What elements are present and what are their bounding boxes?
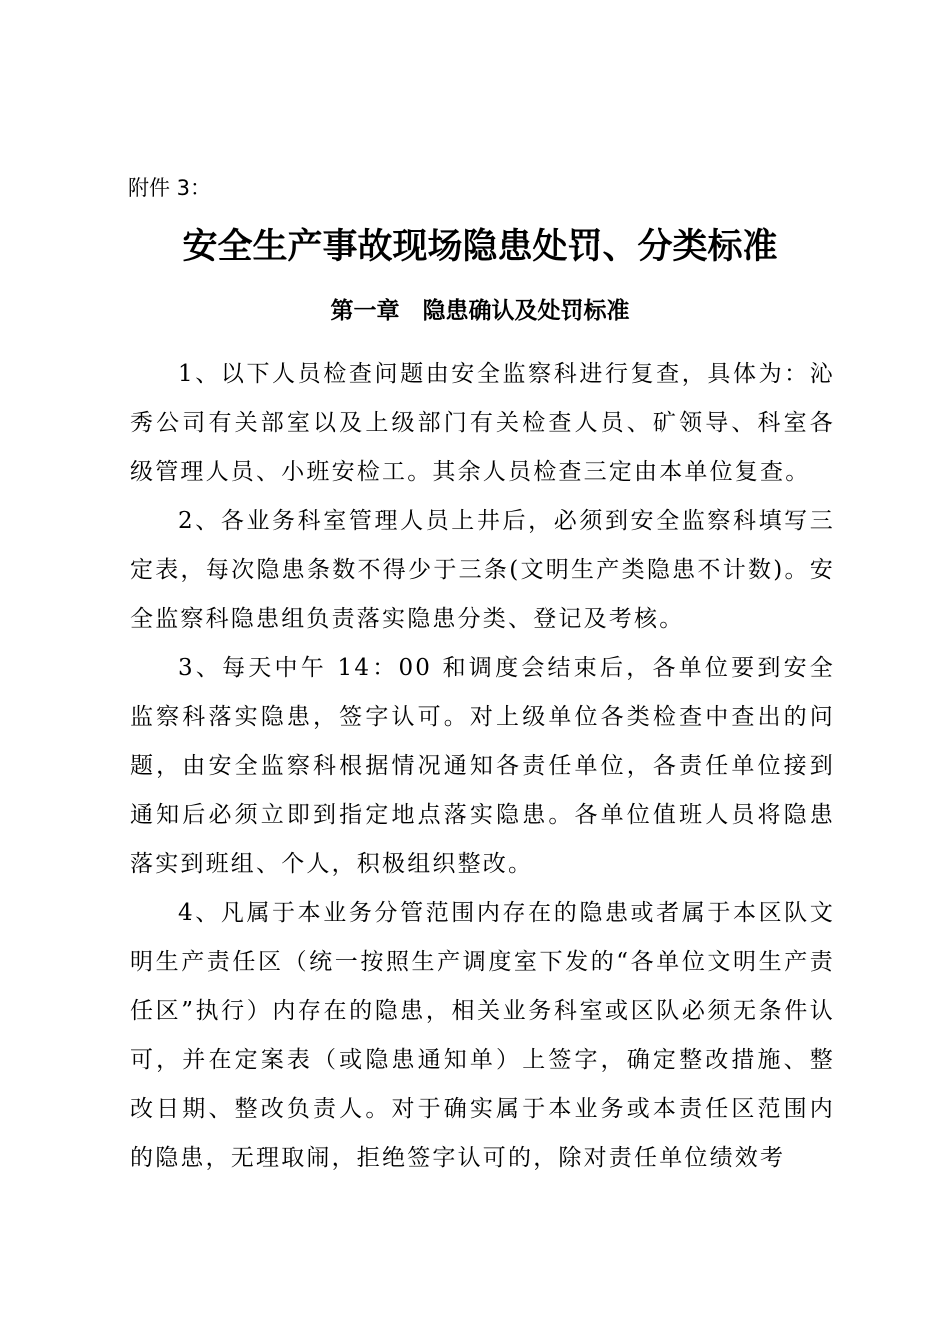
document-title: 安全生产事故现场隐患处罚、分类标准 bbox=[182, 226, 778, 267]
paragraph-3: 3、每天中午 14：00 和调度会结束后，各单位要到安全监察科落实隐患，签字认可。对上级单位各类检查中查出的问题，由安全监察科根据情况通知各责任单位，各责任单位接到通知后必须立即到指定地点落实隐患。各单位值班人员将隐患落实到班组、个人，积极组织整改。 bbox=[130, 655, 835, 877]
attachment-label: 附件 3： bbox=[128, 176, 212, 200]
paragraph-1: 1、以下人员检查问题由安全监察科进行复查，具体为：沁秀公司有关部室以及上级部门有关检查人员、矿领导、科室各级管理人员、小班安检工。其余人员检查三定由本单位复查。 bbox=[130, 361, 835, 485]
document-body bbox=[130, 350, 835, 1183]
chapter-title: 第一章 隐患确认及处罚标准 bbox=[330, 298, 630, 324]
paragraph-2: 2、各业务科室管理人员上井后，必须到安全监察科填写三定表，每次隐患条数不得少于三条(文明生产类隐患不计数)。安全监察科隐患组负责落实隐患分类、登记及考核。 bbox=[130, 508, 835, 632]
paragraph-4: 4、凡属于本业务分管范围内存在的隐患或者属于本区队文明生产责任区（统一按照生产调度室下发的“各单位文明生产责任区”执行）内存在的隐患，相关业务科室或区队必须无条件认可，并在定案表（或隐患通知单）上签字，确定整改措施、整改日期、整改负责人。对于确实属于本业务或本责任区范围内的隐患，无理取闹，拒绝签字认可的，除对责任单位绩效考 bbox=[130, 900, 835, 1171]
